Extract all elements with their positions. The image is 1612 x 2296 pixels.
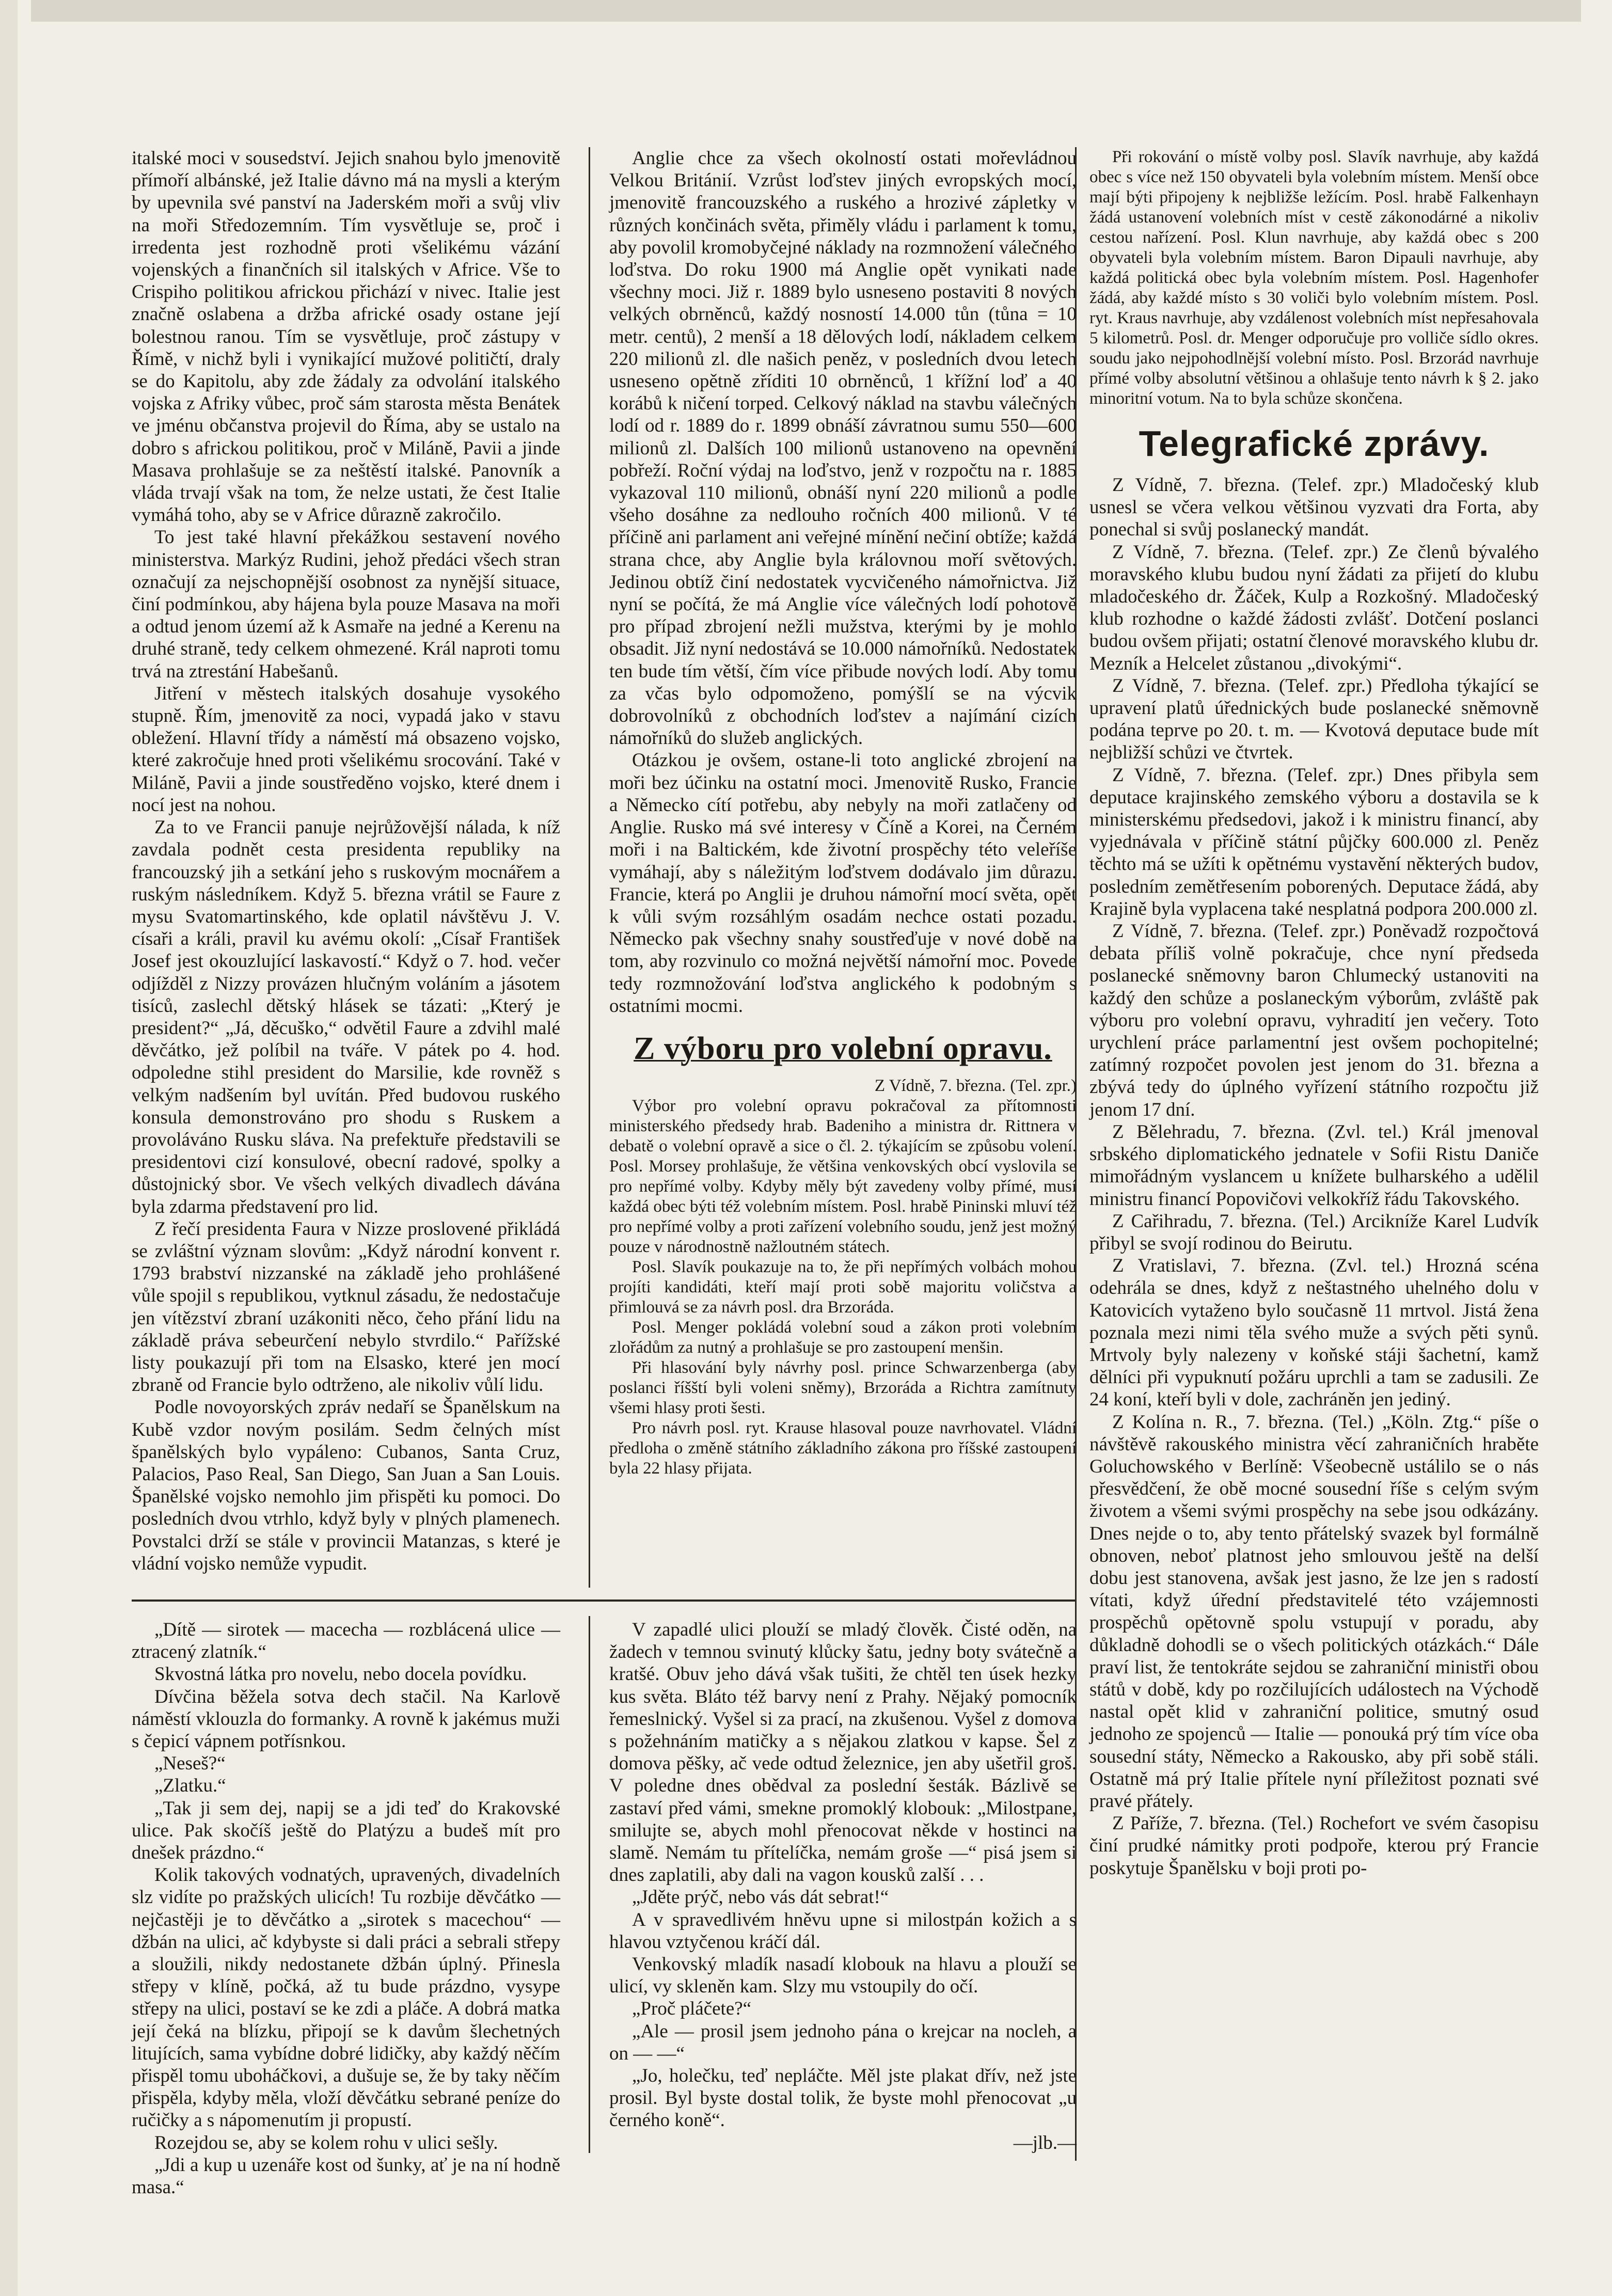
article-paragraph: Výbor pro volební opravu pokračoval za přítomnosti ministerského předsedy hrab. Badeniho a ministra dr. Rittnera v debatě o volební opravě a sice o čl. 2. týkajícím se způsobu volení. Posl. Morsey prohlašuje, že většina venkovských obcí vyslovila se pro nepřímé volby. Kdyby měly být zavedeny volby přímé, musí každá obec býti též volebním místem. Posl. hrabě Pininski mluví též pro nepřímé volby a proti zařízení volebního soudu, jenž jest možný pouze v národnostně nažloutném státech.	[609, 1096, 1077, 1256]
article-paragraph: Posl. Menger pokládá volební soud a zákon proti volebním zlořádům za nutný a prohlašuje se pro zastoupení menšin.	[609, 1318, 1077, 1357]
feuilleton-paragraph: Rozejdou se, aby se kolem rohu v ulici sešly.	[154, 2132, 498, 2154]
feuilleton-paragraph: „Zlatku.“	[154, 1775, 226, 1797]
article-paragraph: Za to ve Francii panuje nejrůžovější nálada, k níž zavdala podnět cesta presidenta republiky na francouzský jih a setkání jeho s ruskovým mocnářem a ruským následníkem. Když 5. března vrátil se Faure z mysu Svatomartinského, kde oplatil návštěvu J. V. císaři a králi, pravil ku avému okolí: „Císař František Josef jest okouzlující laskavostí.“ Když o 7. hod. večer odjížděl z Nizzy provázen hlučným voláním a jásotem tisíců, zaslechl dětský hlásek se tázati: „Který je president?“ „Já, děcuško,“ odvětil Faure a zdvihl malé děvčátko, jež políbil na tváře. V pátek po 4. hod. odpoledne stihl president do Marsilie, kde rovněž s velkým nadšením byl uvítán. Před budovou ruského konsula demonstrováno pro shodu s Ruskem a provoláváno Rusku sláva. Na prefektuře představili se presidentovi cizí konsulové, obecní radové, spolky a důstojnický sbor. Ve všech velkých divadlech dávána byla zdarma představení pro lid.	[132, 817, 560, 1217]
telegram-item: Z Vídně, 7. března. (Telef. zpr.) Předloha týkající se upravení platů úřednických bude poslanecké sněmovně podána teprve po 20. t. m. — Kvotová deputace bude mít nejbližší schůzi ve čtvrtek.	[1089, 675, 1539, 764]
column-rule-1	[589, 147, 590, 1588]
feuilleton-paragraph: „Neseš?“	[154, 1753, 226, 1775]
feuilleton-paragraph: V zapadlé ulici plouží se mladý člověk. Čisté oděn, na žadech v temnou svinutý klůcky šatu, jedny boty svátečně a kratšé. Obuv jeho dává však tušiti, že chtěl ten úsek hezky kus světa. Bláto též barvy není z Prahy. Nějaký pomocník řemeslnický. Vyšel si za prací, na zkušenou. Vyšel z domova s požehnáním matičky a s nějakou zlatkou v kapse. Šel z domova pěšky, ač vede odtud železnice, jen aby ušetřil groš. V poledne dnes obědval za poslední šesták. Bázlivě se zastaví před vámi, smekne promoklý klobouk: „Milostpane, smilujte se, abych mohl přenocovat někde v hostinci na slamě. Nemám tu přítelíčka, nemám groše —“ pisá jsem si dnes zaplatili, aby dali na vagon kousků zalší . . .	[609, 1619, 1077, 1886]
feuilleton-column-rule	[589, 1616, 590, 2153]
article-paragraph: Jitření v městech italských dosahuje vysokého stupně. Řím, jmenovitě za noci, vypadá jako v stavu obležení. Hlavní třídy a náměstí má obsazeno vojsko, které zakročuje hned proti všelikému srocování. Také v Miláně, Pavii a jinde soustředěno vojsko, které dnem i nocí jest na nohou.	[132, 683, 560, 816]
dateline: Z Vídně, 7. března. (Tel. zpr.)	[874, 1076, 1077, 1095]
feuilleton-separator	[132, 1600, 1075, 1602]
feuilleton-paragraph: „Dítě — sirotek — macecha — rozblácená ulice — ztracený zlatník.“	[132, 1619, 560, 1663]
feuilleton-paragraph: „Jděte prýč, nebo vás dát sebrat!“	[632, 1887, 889, 1908]
feuilleton-paragraph: Venkovský mladík nasadí klobouk na hlavu a plouží se ulicí, vy skleněn kam. Slzy mu vstoupily do očí.	[609, 1954, 1077, 1998]
feuilleton-paragraph: „Tak ji sem dej, napij se a jdi teď do Krakovské ulice. Pak skočíš ještě do Platýzu a budeš mít pro dnešek prázdno.“	[132, 1797, 560, 1864]
feuilleton-paragraph: „Ale — prosil jsem jednoho pána o krejcar na nocleh, a on — —“	[609, 2020, 1077, 2064]
column-3	[1077, 147, 1539, 1879]
column-1	[132, 147, 560, 1575]
telegram-item: Z Vídně, 7. března. (Telef. zpr.) Mladočeský klub usnesl se včera velkou většinou vyzvati dra Forta, aby ponechal si svůj poslanecký mandát.	[1089, 474, 1539, 541]
telegram-item: Z Vídně, 7. března. (Telef. zpr.) Dnes přibyla sem deputace krajinského zemského výboru a dostavila se k ministerskému předsedovi, jakož i k ministru financí, aby vyjednávala v příčině státní půjčky 600.000 zl. Peněz těchto má se užíti k opětnému vystavění některých budov, posledním zemětřesením poborených. Deputace žádá, aby Krajině byla vyplacena také nesplatná podpora 200.000 zl.	[1089, 764, 1539, 920]
article-paragraph: Z řečí presidenta Faura v Nizze proslovené přikládá se zvláštní význam slovům: „Když národní konvent r. 1793 brabství nizzanské na základě jeho prohlášené vůle spojil s republikou, vytknul zásadu, že nedostačuje jen vítězství zbraní uzákoniti něco, čeho přání lidu na základě práva sebeurčení nebylo stvrdilo.“ Pařížské listy poukazují při tom na Elsasko, které jen mocí zbraně od Francie bylo odtrženo, ale nikoliv vůlí lidu.	[132, 1218, 560, 1396]
column-2	[609, 147, 1077, 1479]
article-paragraph: Při hlasování byly návrhy posl. prince Schwarzenberga (aby poslanci říšští byli voleni sněmy), Brzoráda a Richtra zamítnuty všemi hlasy proti šesti.	[609, 1358, 1077, 1417]
telegram-item: Z Vídně, 7. března. (Telef. zpr.) Ze členů bývalého moravského klubu budou nyní žádati za přijetí do klubu mladočeského dr. Žáček, Kulp a Rozkošný. Mladočeský klub rozhodne o každé žádosti zvlášť. Dotčení poslanci budou ovšem přijati; ostatní členové moravského klubu dr. Mezník a Helcelet zůstanou „divokými“.	[1089, 541, 1539, 674]
section-headline-volebni-oprava: Z výboru pro volební opravu.	[634, 1031, 1052, 1066]
article-paragraph: italské moci v sousedství. Jejich snahou bylo jmenovitě přímoří albánské, jež Italie dávno má na mysli a kterým by upevnila své panství na Jaderském moři a svůj vliv na moři Středozemním. Tím vysvětluje se, proč i irredenta jest rozhodně proti všelikému vázání vojenských a finančních sil italských v Africe. Vše to Crispiho politikou africkou přichází v nivec. Italie jest značně oslabena a držba africké osady ostane její bolestnou ranou. Tím se vysvětluje, proč zástupy v Římě, v nichž byli i vynikající mužové političtí, draly se do Kapitolu, aby zde žádaly za odvolání italského vojska z Afriky vůbec, proč sám starosta města Benátek ve jménu občanstva projevil do Říma, aby se ustalo na dobro s africkou politikou, proč v Miláně, Pavii a jinde Masava prohlašuje se za neštěstí italské. Panovník a vláda trvají však na tom, že nelze ustati, že čest Italie vymáhá toho, aby se v Africe důrazně zakročilo.	[132, 148, 560, 526]
telegram-item: Z Vratislavi, 7. března. (Zvl. tel.) Hrozná scéna odehrála se dnes, když z neštastného uhelného dolu v Katovicích vytaženo bylo současně 11 mrtvol. Jistá žena poznala mezi nimi těla svého muže a svých pěti synů. Mrtvoly byly nalezeny v koňské stáji šachetní, kamž dělníci při vypuknutí požáru uprchli a tam se zadusili. Ze 24 koní, kteří byli v dole, zachráněn jen jediný.	[1089, 1255, 1539, 1411]
article-paragraph: Posl. Slavík poukazuje na to, že při nepřímých volbách mohou projíti kandidáti, kteří mají proti sobě majoritu voličstva a přimlouvá se za návrh posl. dra Brzoráda.	[609, 1257, 1077, 1317]
article-paragraph: Anglie chce za všech okolností ostati mořevládnou Velkou Británií. Vzrůst loďstev jiných evropských mocí, jmenovitě francouzského a ruského a hrozivé zápletky v různých končinách světa, přiměly vládu i parlament k tomu, aby povolil kromobyčejné náklady na rozmnožení válečného loďstva. Do roku 1900 má Anglie opět vynikati nade všechny moci. Již r. 1889 bylo usneseno postaviti 8 nových velkých obrněnců, každý nosností 14.000 tůn (tůna = 10 metr. centů), 2 menší a 18 dělových lodí, nákladem celkem 220 milionů zl. dle našich peněz, v posledních dvou letech usneseno opětně zříditi 10 obrněnců, 1 křížní loď a 40 korábů k ničení torped. Celkový náklad na stavbu válečných lodí od r. 1889 do r. 1899 obnáší závratnou sumu 550—600 milionů zl. Dalších 100 milionů ustanoveno na opevnění pobřeží. Roční výdaj na loďstvo, jenž v rozpočtu na r. 1885 vykazoval 110 milionů, obnáší nyní 220 milionů a podle všeho dosáhne za nedlouho ročních 400 milionů. V té příčině ani parlament ani veřejné mínění nečiní obtíže; každá strana chce, aby Anglie byla královnou moří světových. Jedinou obtíž činí nedostatek vycvičeného námořnictva. Již nyní se počítá, že má Anglie více válečných lodí pohotově pro případ zbrojení nežli mužstva, kterými by je mohlo obsadit. Již nyní nedostává se 10.000 námořníků. Nedostatek ten bude tím větší, čím více přibude nových lodí. Aby tomu za včas bylo odpomoženo, pomýšlí se na výcvik dobrovolníků z obchodních loďstev a najímání cizích námořníků do služeb anglických.	[609, 148, 1077, 749]
feuilleton-paragraph: Skvostná látka pro novelu, nebo docela povídku.	[154, 1664, 527, 1685]
telegram-item: Z Vídně, 7. března. (Telef. zpr.) Poněvadž rozpočtová debata příliš volně pokračuje, chce nyní předseda poslanecké sněmovny baron Chlumecký ustanoviti na každý den schůze a poslaneckým výborům, zvláště pak výboru pro volební opravu, vyhradití jen večery. Toto urychlení práce parlamentní jest ovšem pochopitelné; zatímný rozpočet povolen jest jenom do 31. března a zbývá tedy do úplného vyřízení státního rozpočtu již jenom 17 dní.	[1089, 921, 1539, 1120]
feuilleton-paragraph: „Jdi a kup u uzenáře kost od šunky, ať je na ní hodně masa.“	[132, 2154, 560, 2198]
feuilleton-paragraph: „Jo, holečku, teď nepláčte. Měl jste plakat dřív, než jste prosil. Byl byste dostal tolik, že byste mohl přenocovat „u černého koně“.	[609, 2065, 1077, 2131]
feuilleton-paragraph: „Proč pláčete?“	[632, 1998, 752, 2020]
telegram-item: Z Cařihradu, 7. března. (Tel.) Arcikníže Karel Ludvík přibyl se svojí rodinou do Beirutu.	[1089, 1210, 1539, 1254]
feuilleton-paragraph: A v spravedlivém hněvu upne si milostpán kožich a s hlavou vztyčenou kráčí dál.	[609, 1909, 1077, 1953]
telegram-item: Z Bělehradu, 7. března. (Zvl. tel.) Král jmenoval srbského diplomatického jednatele v Sofii Ristu Daniče mimořádným vyslancem u knížete bulharského a udělil ministru financí Popovičovi velkokříž řádu Takovského.	[1089, 1121, 1539, 1210]
feuilleton-paragraph: Dívčina běžela sotva dech stačil. Na Karlově náměstí vklouzla do formanky. A rovně k jakémus muži s čepicí vápnem potřísnkou.	[132, 1686, 560, 1752]
volebni-oprava-article	[609, 1096, 1077, 1479]
article-paragraph: Otázkou je ovšem, ostane-li toto anglické zbrojení na moři bez účinku na ostatní moci. Jmenovitě Rusko, Francie a Německo cítí potřebu, aby nebyly na moři zatlačeny od Anglie. Rusko má své interesy v Číně a Korei, na Černém moři i na Baltickém, kde životní prospěchy této veleříše vymáhají, aby s náležitým loďstvem dodávalo jim důrazu. Francie, která po Anglii je druhou námořní mocí světa, opět k vůli svým rozsáhlým osadám nechce ostati pozadu. Německo pak všechny snahy soustřeďuje v nové době na tom, aby rozvinulo co možná největší námořní moc. Povede tedy rozmnožování loďstva anglického k podobným s ostatními mocmi.	[609, 750, 1077, 1017]
volebni-oprava-continuation	[1089, 147, 1539, 409]
telegram-item: Z Kolína n. R., 7. března. (Tel.) „Köln. Ztg.“ píše o návštěvě rakouského ministra věcí zahraničních hraběte Goluchowského v Berlíně: Všeobecně ustálilo se o nás přesvědčení, že obě mocné sousední říše s celým svým životem a všemi svými prospěchy na sebe jsou odkázány. Dnes nejde o to, aby tento přátelský svazek byl formálně obnoven, neboť platnost jeho smlouvou ještě na delší dobu jest stanovena, avšak jest jasno, že lze jen s radostí vítati, když úřední představitelé této vzájemnosti prospěchů opětovně spolu vstupují v poradu, aby důkladně dohodli se o všech politických otázkách.“ Dále praví list, že tentokráte sejdou se zahraniční ministři obou států v době, kdy po rozčilujících událostech na Východě nastal opět klid v zahraniční politice, smutný osud jednoho ze spojenců — Italie — ponouká prý tím více oba sousední státy, Německo a Rakousko, aby při sobě stáli. Ostatně má prý Italie přítele nyní příležitost poznati své pravé přátely.	[1089, 1411, 1539, 1812]
article-paragraph: Pro návrh posl. ryt. Krause hlasoval pouze navrhovatel. Vládní předloha o změně státního základního zákona pro říšské zastoupení byla 22 hlasy přijata.	[609, 1418, 1077, 1478]
article-paragraph: To jest také hlavní překážkou sestavení nového ministerstva. Markýz Rudini, jehož předáci všech stran označují za nejschopnější osobnost za nynější situace, činí podmínkou, aby hájena byla pouze Masava na moři a odtud jenom území až k Asmaře na jedné a Kerenu na druhé straně, tedy celkem ohmezené. Král naproti tomu trvá na ztrestání Habešanů.	[132, 527, 560, 682]
scan-left-edge	[0, 0, 18, 2296]
feuilleton-column-1	[132, 1619, 560, 2198]
section-headline-telegraficke: Telegrafické zprávy.	[1139, 423, 1490, 464]
telegram-item: Z Paříže, 7. března. (Tel.) Rochefort ve svém časopisu činí prudké námitky proti podpoře, kterou prý Francie poskytuje Španělsku v boji proti po-	[1089, 1813, 1539, 1879]
scan-top-edge	[31, 0, 1581, 22]
feuilleton-paragraph: Kolik takových vodnatých, upravených, divadelních slz vidíte po pražských ulicích! Tu rozbije děvčátko — nejčastěji je to děvčátko a „sirotek s macechou“ — džbán na ulici, ač kdybyste si dali práci a sebrali střepy a sloužili, nikdy nedostanete džbán úplný. Přinesla střepy v klíně, počká, až tu bude prázdno, vysype střepy na ulici, postaví se ke zdi a pláče. A dobrá matka její čeká na blízku, připojí se k davům šlechetných litujících, sama vybídne dobré lidičky, aby každý něčím přispěl tomu uboháčkovi, a dušuje se, že by taky něčím přispěla, kdyby měla, vloží děvčátku sebrané peníze do ručičky a s nápomenutím ji propustí.	[132, 1864, 560, 2131]
article-paragraph: Podle novoyorských zpráv nedaří se Španělskum na Kubě vzdor novým posilám. Sedm čelných míst španělských bylo vypáleno: Cubanos, Santa Cruz, Palacios, Paso Real, San Diego, San Juan a San Louis. Španělské vojsko nemohlo jim přispěti ku pomoci. Do posledních dvou vtrhlo, když byly v plných plamenech. Povstalci drží se stále v provincii Matanzas, s které je vládní vojsko nemůže vypudit.	[132, 1397, 560, 1574]
author-signature: —jlb.—	[1013, 2132, 1077, 2154]
feuilleton-column-2	[609, 1619, 1077, 2154]
article-paragraph: Při rokování o místě volby posl. Slavík navrhuje, aby každá obec s více než 150 obyvateli byla volebním místem. Menší obce mají býti připojeny k nejbližše ležícím. Posl. hrabě Falkenhayn žádá ustanovení volebních míst v cestě zákonodárné a nikoliv cestou nařízení. Posl. Klun navrhuje, aby každá obec s 200 obyvateli byla volebním místem. Baron Dipauli navrhuje, aby každá politická obec byla volebním místem. Posl. Hagenhofer žádá, aby každé místo s 30 voliči bylo volebním místem. Posl. ryt. Kraus navrhuje, aby vzdálenost volebních míst nepřesahovala 5 kilometrů. Posl. dr. Menger odporučuje pro volliče sídlo okres. soudu jako nejpohodlnější volební místo. Posl. Brzorád navrhuje přímé volby absolutní většinou a ohlašuje tento návrh k § 2. jako minoritní votum. Na to byla schůze skončena.	[1089, 148, 1539, 408]
